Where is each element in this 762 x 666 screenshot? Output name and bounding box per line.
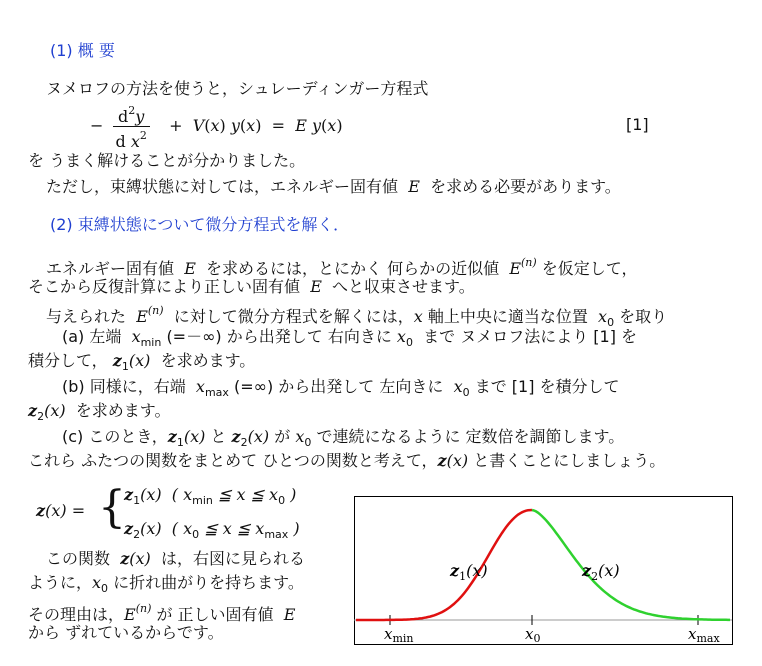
step-c-line2: これら ふたつの関数をまとめて ひとつの関数と考えて，z(x) と書くことにしましょう。 xyxy=(28,451,666,470)
fn-line4: から ずれているからです。 xyxy=(28,623,224,642)
step-c-line1: (c) このとき，$z_1(x)$ と $z_2(x)$ が $x_0$ で連続になるように 定数倍を調節します。 xyxy=(62,427,625,449)
fn-line1: この関数 z(x) は，右図に見られる xyxy=(46,549,305,568)
step-a-line1: (a) 左端 $x_{min}$ (=－∞) から出発して 右向きに $x_0$ まで ヌメロフ法により [1] を xyxy=(62,327,638,349)
label-z1: $z_1(x)$ xyxy=(450,561,488,583)
label-z2: $z_2(x)$ xyxy=(582,561,620,583)
piecewise-lhs: z(x) = xyxy=(36,501,86,520)
step-b-line1: (b) 同様に，右端 $x_{max}$ (=∞) から出発して 左向きに $x_0$ まで [1] を積分して xyxy=(62,377,620,399)
section1-title: (1) 概 要 xyxy=(50,41,115,60)
piecewise-brace: { xyxy=(98,482,126,533)
section2-title: (2) 束縛状態について微分方程式を解く． xyxy=(50,215,350,234)
para-energy-2: そこから反復計算により正しい固有値 E へと収束させます。 xyxy=(28,277,475,296)
second-derivative-fraction: $\frac{d^2y}{d x^2}$ xyxy=(113,102,150,151)
tick-label-x0: $x_0$ xyxy=(525,625,541,645)
section1-however: ただし，束縛状態に対しては，エネルギー固有値 E を求める必要があります。 xyxy=(46,177,621,196)
piecewise-case-2: $z_2(x)$ ( $x_0$ ≦ x ≦ $x_{max}$ ) xyxy=(124,519,300,541)
para-given: 与えられた $E^{(n)}$ に対して微分方程式を解くには，x 軸上中央に適当な位置 $x_0$ を取り xyxy=(46,304,668,329)
section1-intro: ヌメロフの方法を使うと，シュレーディンガー方程式 xyxy=(46,79,429,98)
fn-line3: その理由は，$E^{(n)}$ が 正しい固有値 E xyxy=(28,602,296,624)
tick-label-xmin: $x_{min}$ xyxy=(384,625,414,645)
piecewise-case-1: $z_1(x)$ ( $x_{min}$ ≦ x ≦ $x_0$ ) xyxy=(124,485,297,507)
step-a-line2: 積分して， $z_1(x)$ を求めます。 xyxy=(28,351,256,373)
section1-solved: を うまく解けることが分かりました。 xyxy=(28,151,306,170)
schrodinger-equation: − $\frac{d^2y}{d x^2}$ + V(x) y(x) = E y(x) xyxy=(90,104,343,151)
equation-number: [1] xyxy=(626,115,649,134)
wavefunction-figure xyxy=(354,496,734,646)
para-energy-1: エネルギー固有値 E を求めるには，とにかく 何らかの近似値 $E^{(n)}$ を仮定して， xyxy=(46,256,638,278)
step-b-line2: $z_2(x)$ を求めます。 xyxy=(28,401,171,423)
fn-line2: ように，$x_0$ に折れ曲がりを持ちます。 xyxy=(28,573,304,595)
tick-label-xmax: $x_{max}$ xyxy=(688,625,720,645)
